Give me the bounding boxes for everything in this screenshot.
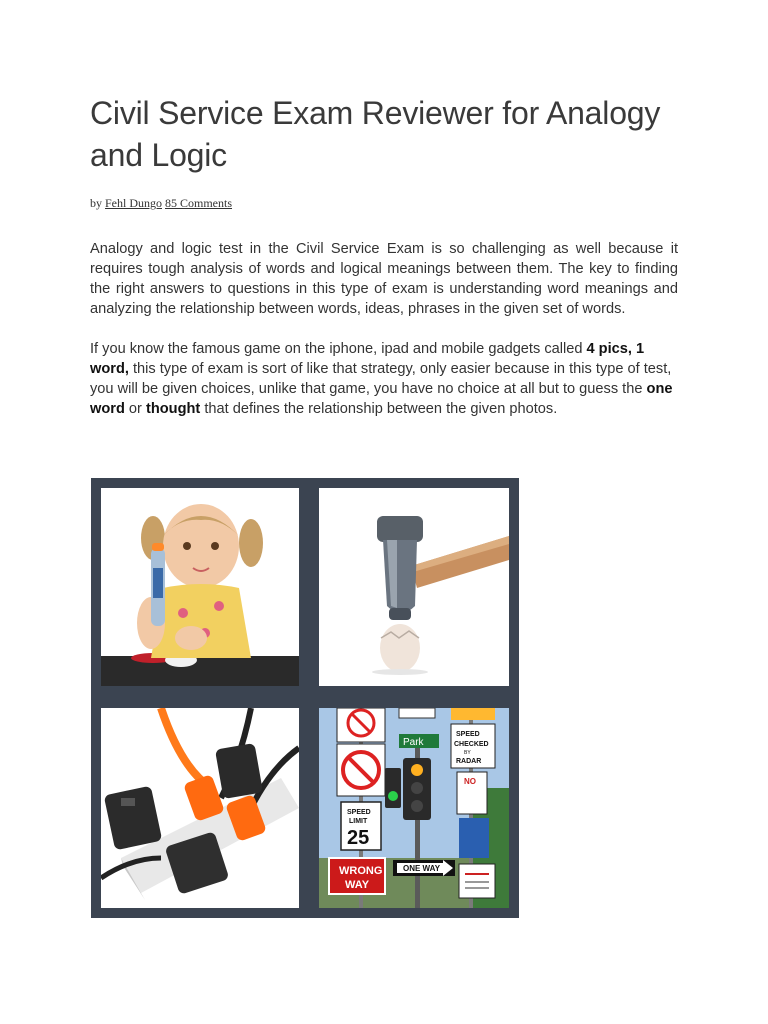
photo-hammer-and-egg: [319, 488, 509, 686]
hammer-and-egg-illustration: [319, 488, 509, 686]
speed-limit-label: SPEED: [347, 809, 371, 816]
photo-girl-with-glue: [101, 488, 299, 686]
author-link[interactable]: Fehl Dungo: [105, 196, 162, 210]
game-paragraph-text-a: If you know the famous game on the iphone, ipad and mobile gadgets called: [90, 341, 587, 357]
game-paragraph-text-c: or: [124, 401, 146, 417]
photo-power-strip: [101, 708, 299, 908]
girl-with-glue-illustration: [101, 488, 299, 686]
article-title: Civil Service Exam Reviewer for Analogy and Logic: [90, 95, 661, 173]
intro-paragraph: Analogy and logic test in the Civil Service Exam is so challenging as well because it requires tough analysis of words and logical meanings between them. The key to finding the right answers to questions in this type of exam is understanding word meanings and analyzing the relationship between words, ideas, phrases in the given set of words.: [90, 241, 678, 317]
game-paragraph-text-d: that defines the relationship between the given photos.: [200, 401, 558, 417]
speed-checked-line2: CHECKED: [454, 741, 489, 748]
no-parking-sign: NO: [464, 777, 476, 786]
four-pics-image: [91, 478, 519, 918]
power-strip-illustration: [101, 708, 299, 908]
wrong-way-line2: WAY: [345, 879, 370, 891]
game-paragraph: [90, 339, 678, 419]
byline-prefix: by: [90, 196, 105, 210]
traffic-signs-illustration: [319, 708, 509, 908]
article: [90, 92, 678, 419]
photo-traffic-signs: [319, 708, 509, 908]
thought-bold: thought: [145, 401, 201, 417]
byline: [90, 196, 678, 211]
speed-limit-label-2: LIMIT: [349, 818, 368, 825]
one-way-sign: ONE WAY: [403, 864, 441, 873]
one-word-bold: one word: [90, 381, 673, 417]
speed-checked-line1: SPEED: [456, 731, 480, 738]
wrong-way-line1: WRONG: [339, 865, 383, 877]
speed-checked-line3: BY: [464, 750, 471, 756]
speed-limit-value: 25: [347, 827, 370, 849]
game-paragraph-text-b: this type of exam is sort of like that strategy, only easier because in this type of test, you will be given choices, unlike that game, you have no choice at all but to guess the: [90, 361, 672, 397]
game-name-bold: 4 pics, 1 word,: [90, 341, 645, 377]
speed-checked-line4: RADAR: [456, 758, 482, 765]
park-street-sign: Park: [403, 737, 424, 748]
comments-link[interactable]: 85 Comments: [165, 196, 233, 210]
